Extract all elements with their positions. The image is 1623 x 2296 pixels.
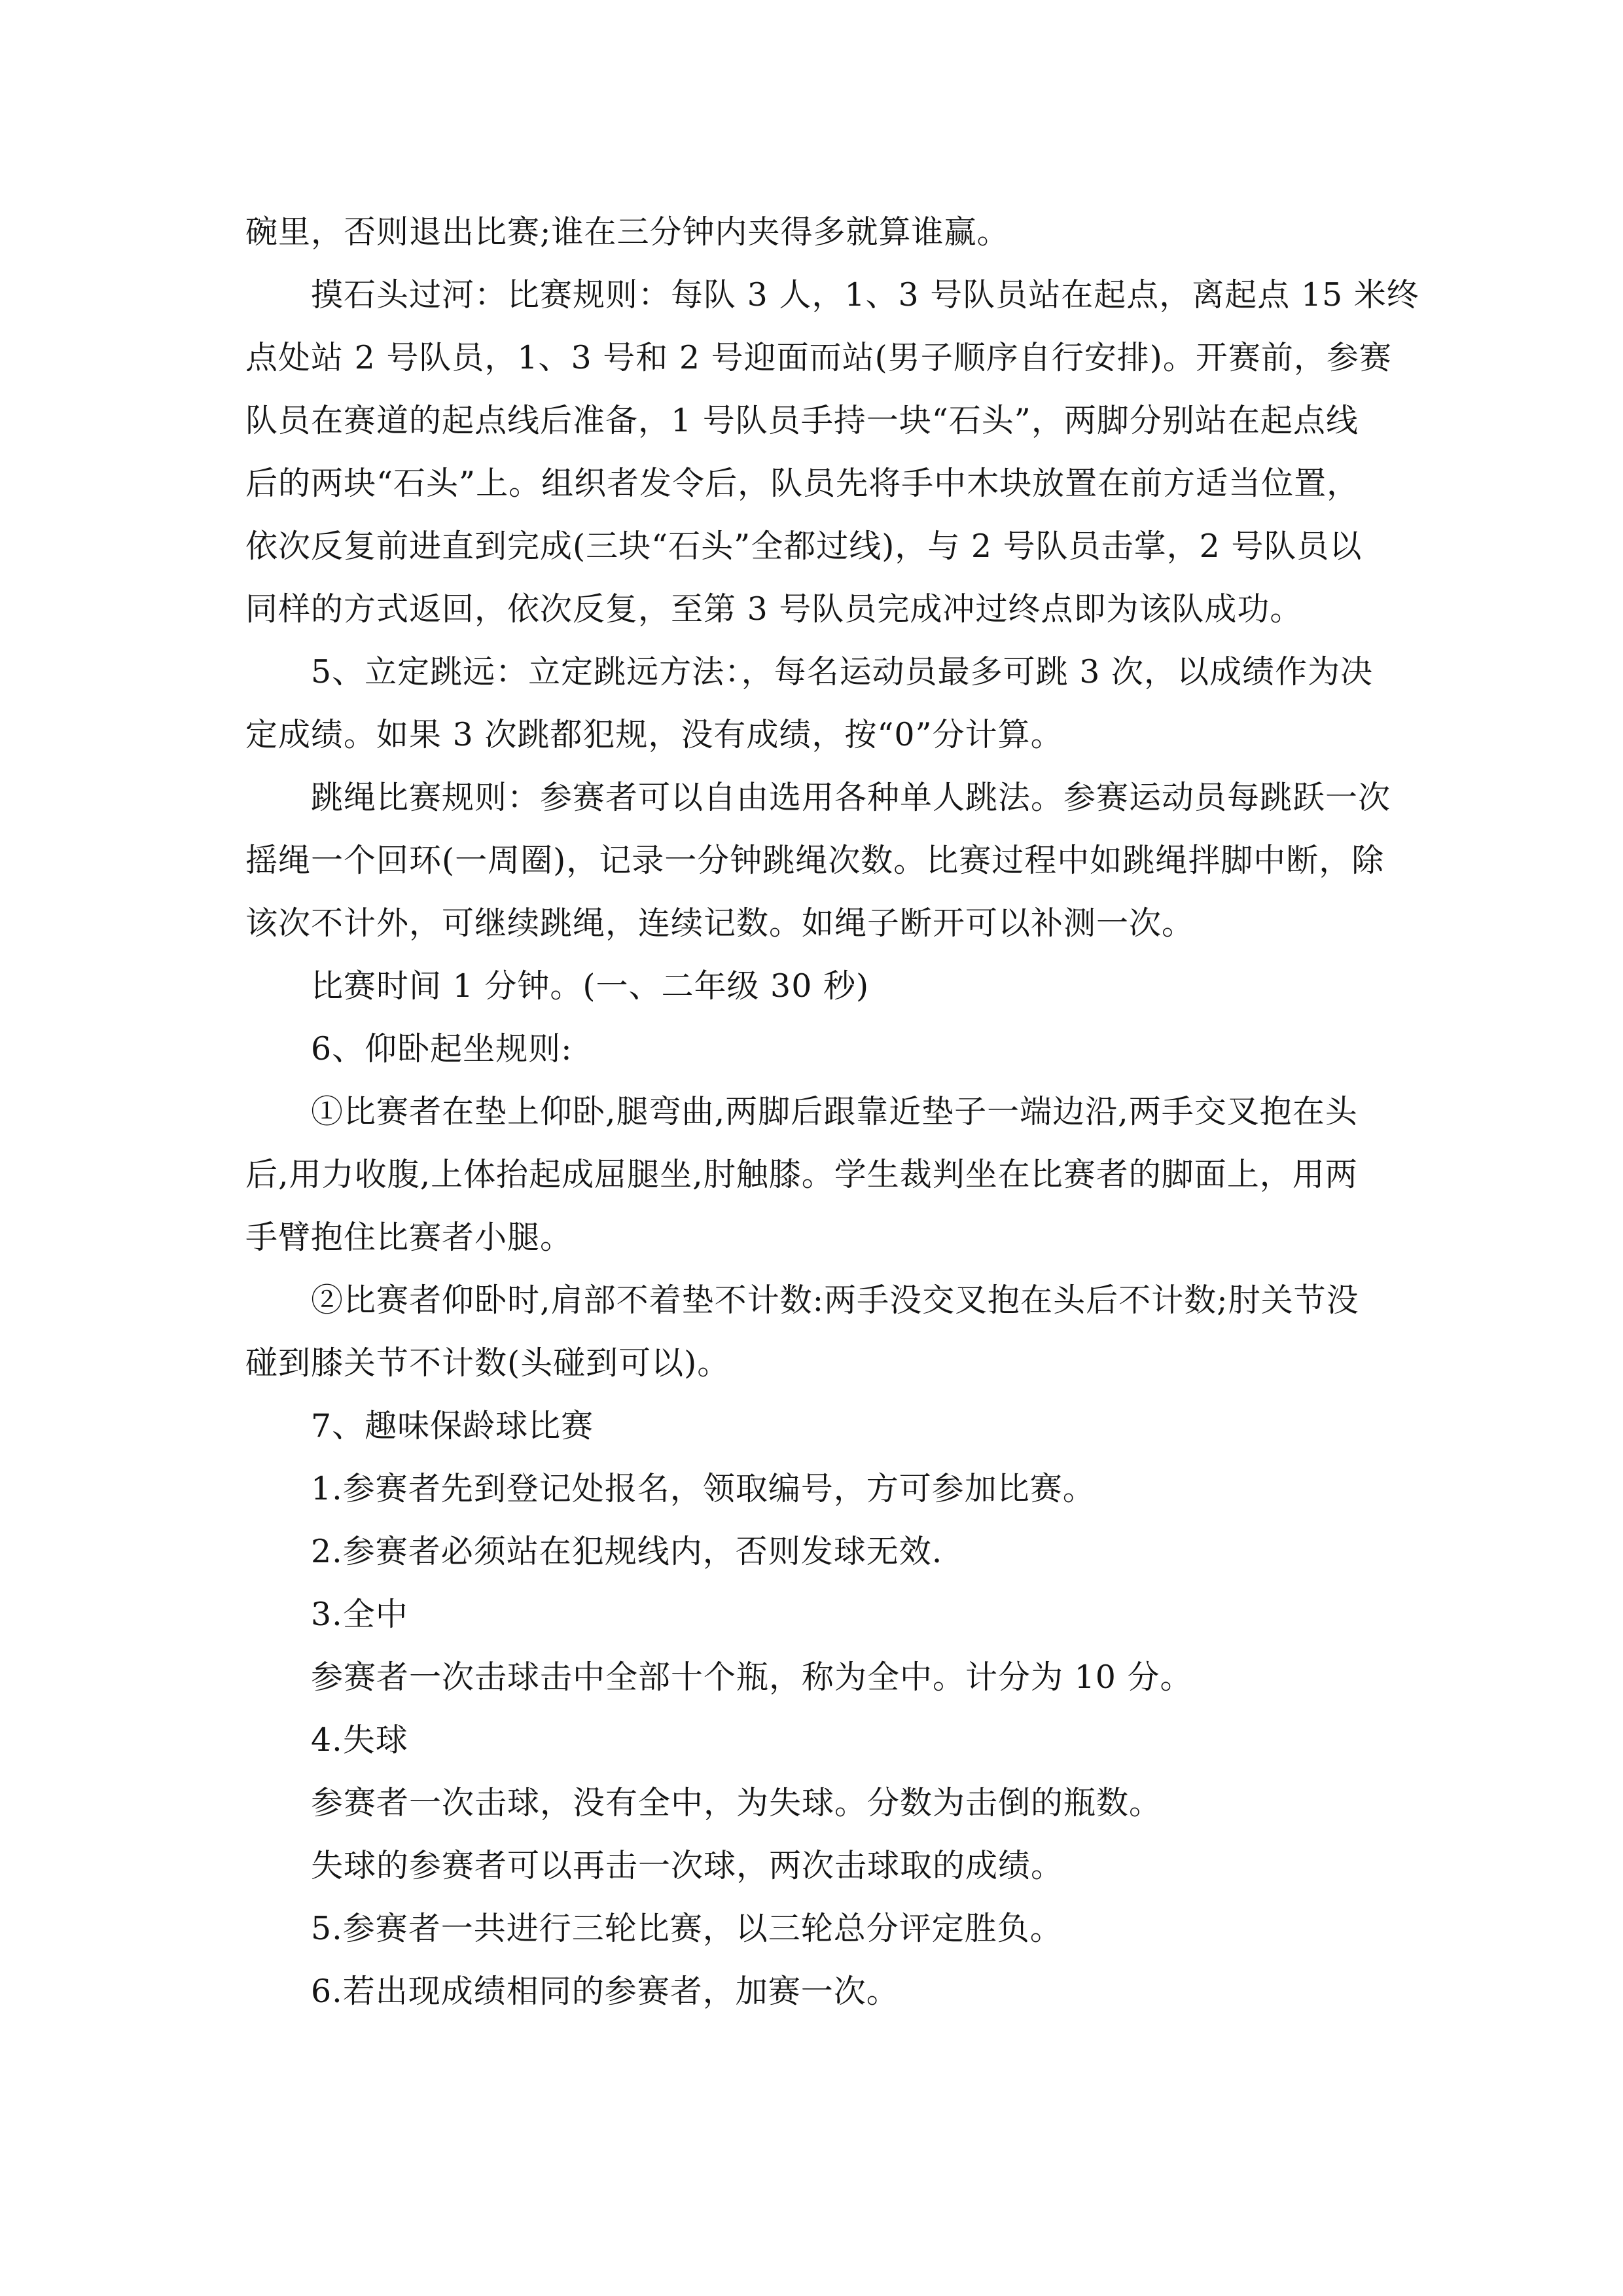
text-line: 跳绳比赛规则：参赛者可以自由选用各种单人跳法。参赛运动员每跳跃一次	[311, 779, 1391, 816]
text-line: 3.全中	[311, 1596, 408, 1633]
text-line: 5、立定跳远：立定跳远方法：，每名运动员最多可跳 3 次，以成绩作为决	[311, 653, 1374, 691]
text-line: 6、仰卧起坐规则:	[311, 1030, 573, 1067]
text-line: 7、趣味保龄球比赛	[311, 1407, 594, 1444]
text-line: 比赛时间 1 分钟。(一、二年级 30 秒)	[311, 967, 870, 1005]
text-line: 点处站 2 号队员，1、3 号和 2 号迎面而站(男子顺序自行安排)。开赛前，参赛	[245, 339, 1392, 376]
text-line: 该次不计外，可继续跳绳，连续记数。如绳子断开可以补测一次。	[245, 905, 1195, 942]
text-line: 依次反复前进直到完成(三块“石头”全都过线)，与 2 号队员击掌，2 号队员以	[245, 528, 1363, 565]
text-line: 后,用力收腹,上体抬起成屈腿坐,肘触膝。学生裁判坐在比赛者的脚面上，用两	[245, 1156, 1358, 1193]
text-line: 手臂抱住比赛者小腿。	[245, 1219, 573, 1256]
text-line: 定成绩。如果 3 次跳都犯规，没有成绩，按“0”分计算。	[245, 716, 1063, 753]
text-line: 碰到膝关节不计数(头碰到可以)。	[245, 1344, 730, 1382]
text-line: 碗里，否则退出比赛;谁在三分钟内夹得多就算谁赢。	[245, 213, 1010, 251]
text-line: 摇绳一个回环(一周圈)，记录一分钟跳绳次数。比赛过程中如跳绳拌脚中断，除	[245, 842, 1385, 879]
text-line: ①比赛者在垫上仰卧,腿弯曲,两脚后跟靠近垫子一端边沿,两手交叉抱在头	[311, 1093, 1358, 1130]
text-line: 参赛者一次击球击中全部十个瓶，称为全中。计分为 10 分。	[311, 1659, 1193, 1696]
text-line: 摸石头过河：比赛规则：每队 3 人，1、3 号队员站在起点，离起点 15 米终	[311, 276, 1419, 314]
text-line: 同样的方式返回，依次反复，至第 3 号队员完成冲过终点即为该队成功。	[245, 590, 1303, 628]
text-line: 参赛者一次击球，没有全中，为失球。分数为击倒的瓶数。	[311, 1784, 1162, 1821]
text-line: 6.若出现成绩相同的参赛者，加赛一次。	[311, 1973, 899, 2010]
text-line: 失球的参赛者可以再击一次球，两次击球取的成绩。	[311, 1847, 1064, 1884]
text-line: 5.参赛者一共进行三轮比赛，以三轮总分评定胜负。	[311, 1910, 1063, 1947]
text-line: 4.失球	[311, 1721, 408, 1759]
text-line: 后的两块“石头”上。组织者发令后，队员先将手中木块放置在前方适当位置，	[245, 465, 1360, 502]
text-line: ②比赛者仰卧时,肩部不着垫不计数:两手没交叉抱在头后不计数;肘关节没	[311, 1282, 1359, 1319]
text-line: 1.参赛者先到登记处报名，领取编号，方可参加比赛。	[311, 1470, 1096, 1507]
text-line: 队员在赛道的起点线后准备，1 号队员手持一块“石头”，两脚分别站在起点线	[245, 402, 1359, 439]
text-line: 2.参赛者必须站在犯规线内，否则发球无效.	[311, 1533, 943, 1570]
